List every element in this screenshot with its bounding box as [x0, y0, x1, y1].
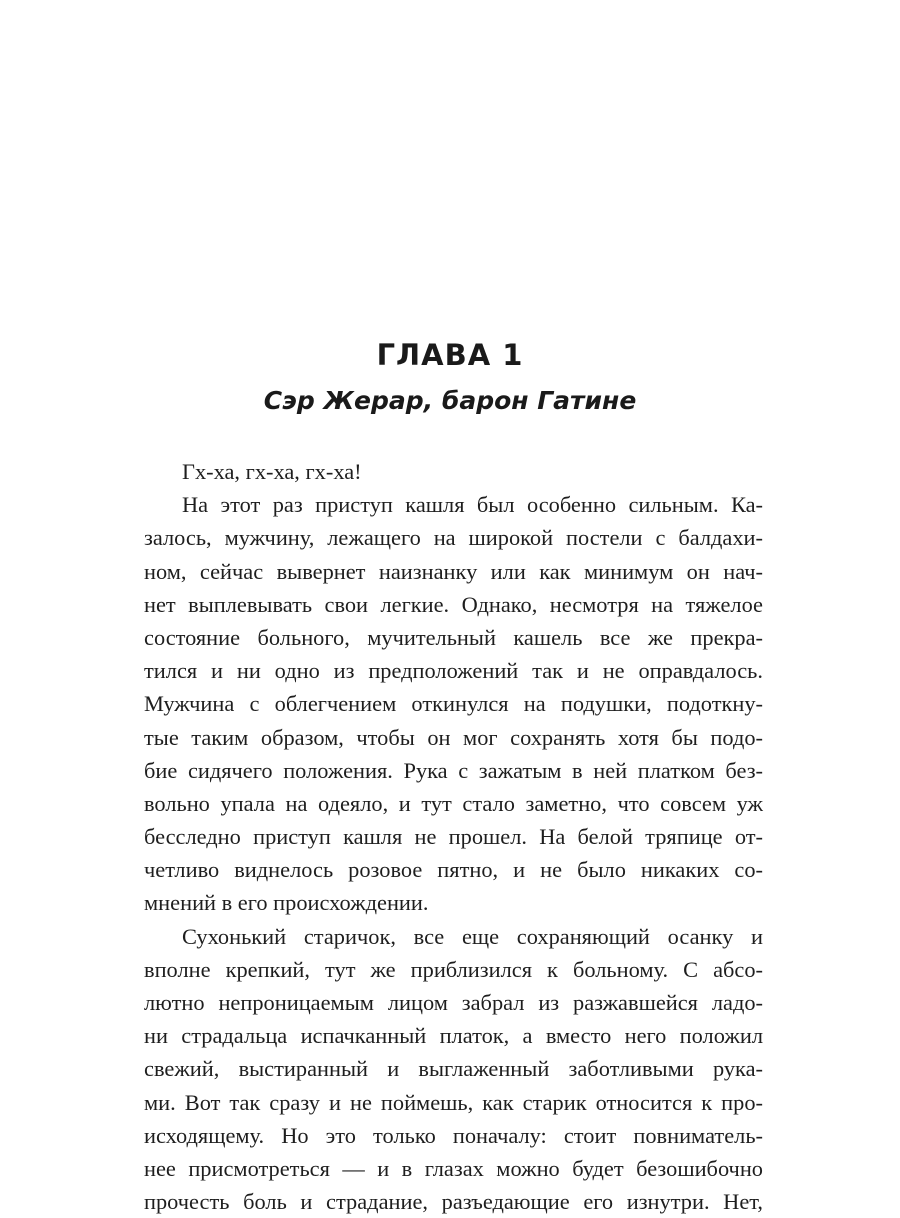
text-line: лютно непроницаемым лицом забрал из разжавшейся ладо-	[144, 990, 763, 1015]
text-line: четливо виднелось розовое пятно, и не было никаких со-	[144, 857, 763, 883]
text-line: бесследно приступ кашля не прошел. На белой тряпице от-	[144, 824, 763, 850]
text-line: прочесть боль и страдание, разъедающие его изнутри. Нет,	[144, 1189, 763, 1215]
text-line: состояние больного, мучительный кашель все же прекра-	[144, 624, 763, 650]
text-line: На этот раз приступ кашля был особенно сильным. Ка-	[182, 492, 763, 518]
text-line: Сухонький старичок, все еще сохраняющий осанку и	[182, 923, 763, 949]
paragraph	[144, 455, 763, 488]
text-line: мнений в его происхождении.	[144, 890, 429, 916]
text-line: нее присмотреться — и в глазах можно будет безошибочно	[144, 1155, 763, 1181]
chapter-heading: ГЛАВА 1	[376, 338, 524, 372]
text-line: ни страдальца испачканный платок, а вместо него положил	[144, 1023, 763, 1049]
text-line: залось, мужчину, лежащего на широкой постели с балдахи-	[144, 525, 763, 551]
paragraph	[144, 488, 763, 919]
text-line: ми. Вот так сразу и не поймешь, как старик относится к про-	[144, 1089, 763, 1115]
text-line: тился и ни одно из предположений так и не оправдалось.	[144, 658, 763, 684]
text-line: Мужчина с облегчением откинулся на подушки, подоткну-	[144, 691, 763, 717]
text-line: свежий, выстиранный и выглаженный заботливыми рука-	[144, 1056, 763, 1082]
text-line: ном, сейчас вывернет наизнанку или как минимум он нач-	[144, 558, 763, 584]
text-line: нет выплевывать свои легкие. Однако, несмотря на тяжелое	[144, 591, 763, 617]
text-line: исходящему. Но это только поначалу: стоит повниматель-	[144, 1122, 763, 1148]
chapter-body-text	[144, 455, 763, 1218]
text-line: вольно упала на одеяло, и тут стало заметно, что совсем уж	[144, 790, 763, 816]
text-line: бие сидячего положения. Рука с зажатым в ней платком без-	[144, 757, 763, 783]
text-line: вполне крепкий, тут же приблизился к больному. С абсо-	[144, 956, 763, 982]
text-line: Гх-ха, гх-ха, гх-ха!	[182, 459, 362, 484]
chapter-subtitle: Сэр Жерар, барон Гатине	[263, 386, 637, 415]
text-line: тые таким образом, чтобы он мог сохранять хотя бы подо-	[144, 724, 763, 750]
paragraph	[144, 920, 763, 1218]
